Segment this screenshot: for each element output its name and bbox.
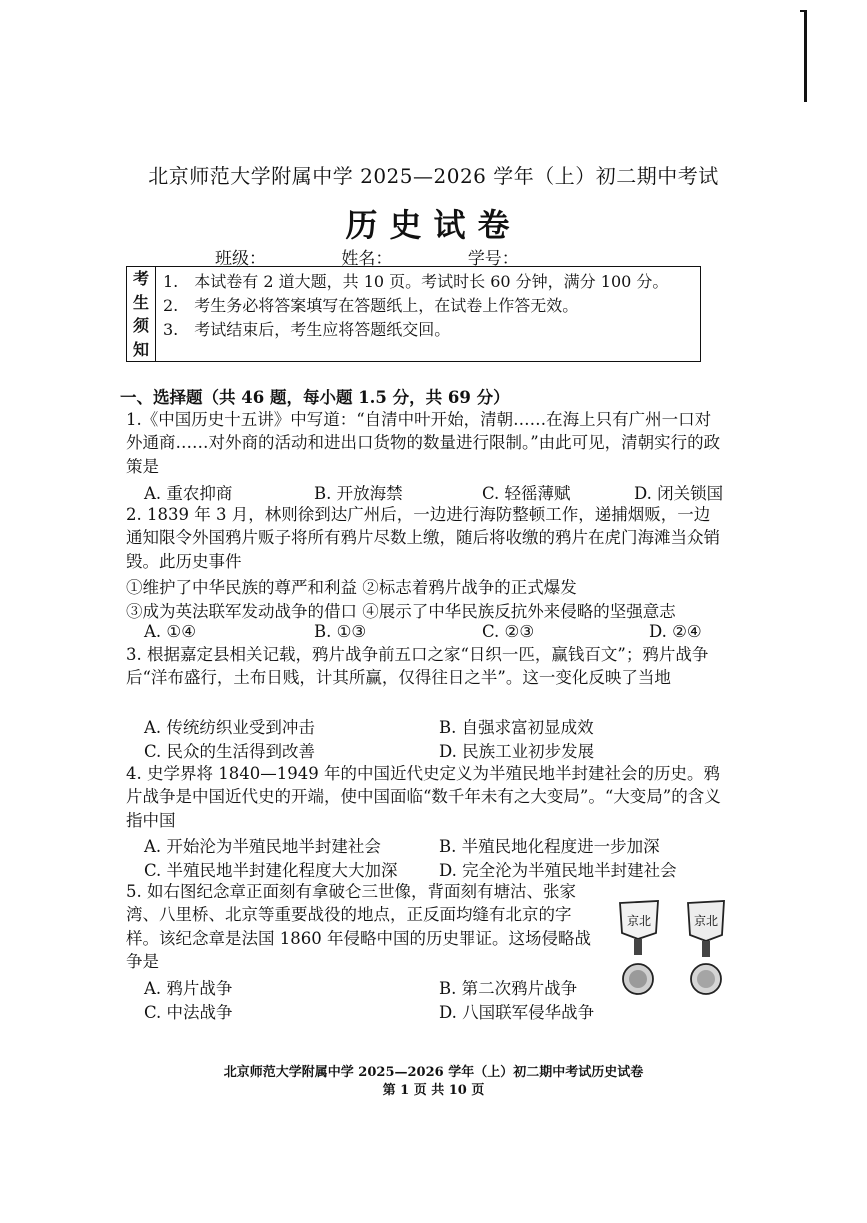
option-a[interactable]: A. 重农抑商 — [144, 484, 233, 503]
option-d[interactable]: D. 完全沦为半殖民地半封建社会 — [439, 861, 677, 880]
option-b[interactable]: B. 第二次鸦片战争 — [439, 979, 578, 998]
notice-side-char: 知 — [132, 339, 149, 359]
option-c[interactable]: C. ②③ — [482, 622, 535, 641]
medal-front-image — [620, 901, 658, 994]
notice-items — [163, 270, 668, 342]
notice-side-char: 考 — [132, 269, 149, 288]
option-d[interactable]: D. 闭关锁国 — [634, 484, 724, 503]
option-a[interactable]: A. 鸦片战争 — [144, 979, 233, 998]
option-d[interactable]: D. ②④ — [649, 622, 702, 641]
medal-front-text: 京北 — [626, 914, 652, 928]
option-c[interactable]: C. 中法战争 — [144, 1003, 233, 1022]
notice-side-char: 须 — [132, 316, 149, 335]
notice-item: 2. 考生务必将答案填写在答题纸上，在试卷上作答无效。 — [163, 296, 579, 315]
question-3-stem: 3. 根据嘉定县相关记载，鸦片战争前五口之家“日织一匹，赢钱百文”；鸦片战争后“洋布盛行，土布日贱，计其所赢，仅得往日之半”。这一变化反映了当地 — [126, 645, 709, 688]
notice-item: 3. 考试结束后，考生应将答题纸交回。 — [163, 320, 451, 339]
option-c[interactable]: C. 轻徭薄赋 — [482, 484, 571, 503]
option-a[interactable]: A. 传统纺织业受到冲击 — [144, 718, 315, 737]
question-2-statement: ①维护了中华民族的尊严和利益 ②标志着鸦片战争的正式爆发 — [126, 578, 577, 597]
option-a[interactable]: A. ①④ — [144, 622, 196, 641]
medal-illustration — [612, 897, 742, 1007]
option-b[interactable]: B. 半殖民地化程度进一步加深 — [439, 837, 660, 856]
student-id-label: 学号： — [467, 249, 519, 269]
option-c[interactable]: C. 半殖民地半封建化程度大大加深 — [144, 861, 398, 880]
notice-side-label — [127, 267, 156, 361]
option-b[interactable]: B. 自强求富初显成效 — [439, 718, 594, 737]
footer-title: 北京师范大学附属中学 2025—2026 学年（上）初二期中考试历史试卷 — [223, 1065, 644, 1080]
subject-title: 历史试卷 — [345, 206, 522, 244]
option-c[interactable]: C. 民众的生活得到改善 — [144, 742, 316, 761]
question-1-stem: 1.《中国历史十五讲》中写道：“自清中叶开始，清朝……在海上只有广州一口对外通商……对外商的活动和进出口货物的数量进行限制。”由此可见，清朝实行的政策是 — [126, 410, 721, 476]
medal-back-image — [688, 901, 724, 994]
question-5-stem: 5. 如右图纪念章正面刻有拿破仑三世像，背面刻有塘沽、张家湾、八里桥、北京等重要战役的地点，正反面均缝有北京的字样。该纪念章是法国 1860 年侵略中国的历史罪证。这场侵略战争是 — [126, 882, 591, 972]
question-2-stem: 2. 1839 年 3 月，林则徐到达广州后，一边进行海防整顿工作，递捕烟贩，一边通知限令外国鸦片贩子将所有鸦片尽数上缴，随后将收缴的鸦片在虎门海滩当众销毁。此历史事件 — [126, 505, 720, 571]
medal-back-text: 京北 — [693, 914, 719, 928]
name-label: 姓名： — [341, 249, 393, 269]
question-4-stem: 4. 史学界将 1840—1949 年的中国近代史定义为半殖民地半封建社会的历史。鸦片战争是中国近代史的开端，使中国面临“数千年未有之大变局”。“大变局”的含义指中国 — [126, 764, 721, 830]
option-b[interactable]: B. ①③ — [314, 622, 367, 641]
question-2-statement: ③成为英法联军发动战争的借口 ④展示了中华民族反抗外来侵略的坚强意志 — [126, 602, 676, 621]
class-label: 班级： — [215, 249, 266, 269]
notice-item: 1. 本试卷有 2 道大题，共 10 页。考试时长 60 分钟，满分 100 分。 — [163, 272, 669, 291]
option-a[interactable]: A. 开始沦为半殖民地半封建社会 — [144, 837, 381, 856]
section-heading: 一、选择题（共 46 题，每小题 1.5 分，共 69 分） — [120, 388, 510, 407]
option-b[interactable]: B. 开放海禁 — [314, 484, 403, 503]
scan-margin-line — [804, 10, 807, 102]
notice-side-char: 生 — [132, 292, 149, 312]
page-number: 第 1 页 共 10 页 — [382, 1083, 485, 1098]
option-d[interactable]: D. 八国联军侵华战争 — [439, 1003, 595, 1022]
option-d[interactable]: D. 民族工业初步发展 — [439, 742, 595, 761]
exam-notice-box — [126, 266, 701, 362]
scan-margin-tick — [800, 10, 806, 12]
exam-title: 北京师范大学附属中学 2025—2026 学年（上）初二期中考试 — [148, 164, 719, 188]
